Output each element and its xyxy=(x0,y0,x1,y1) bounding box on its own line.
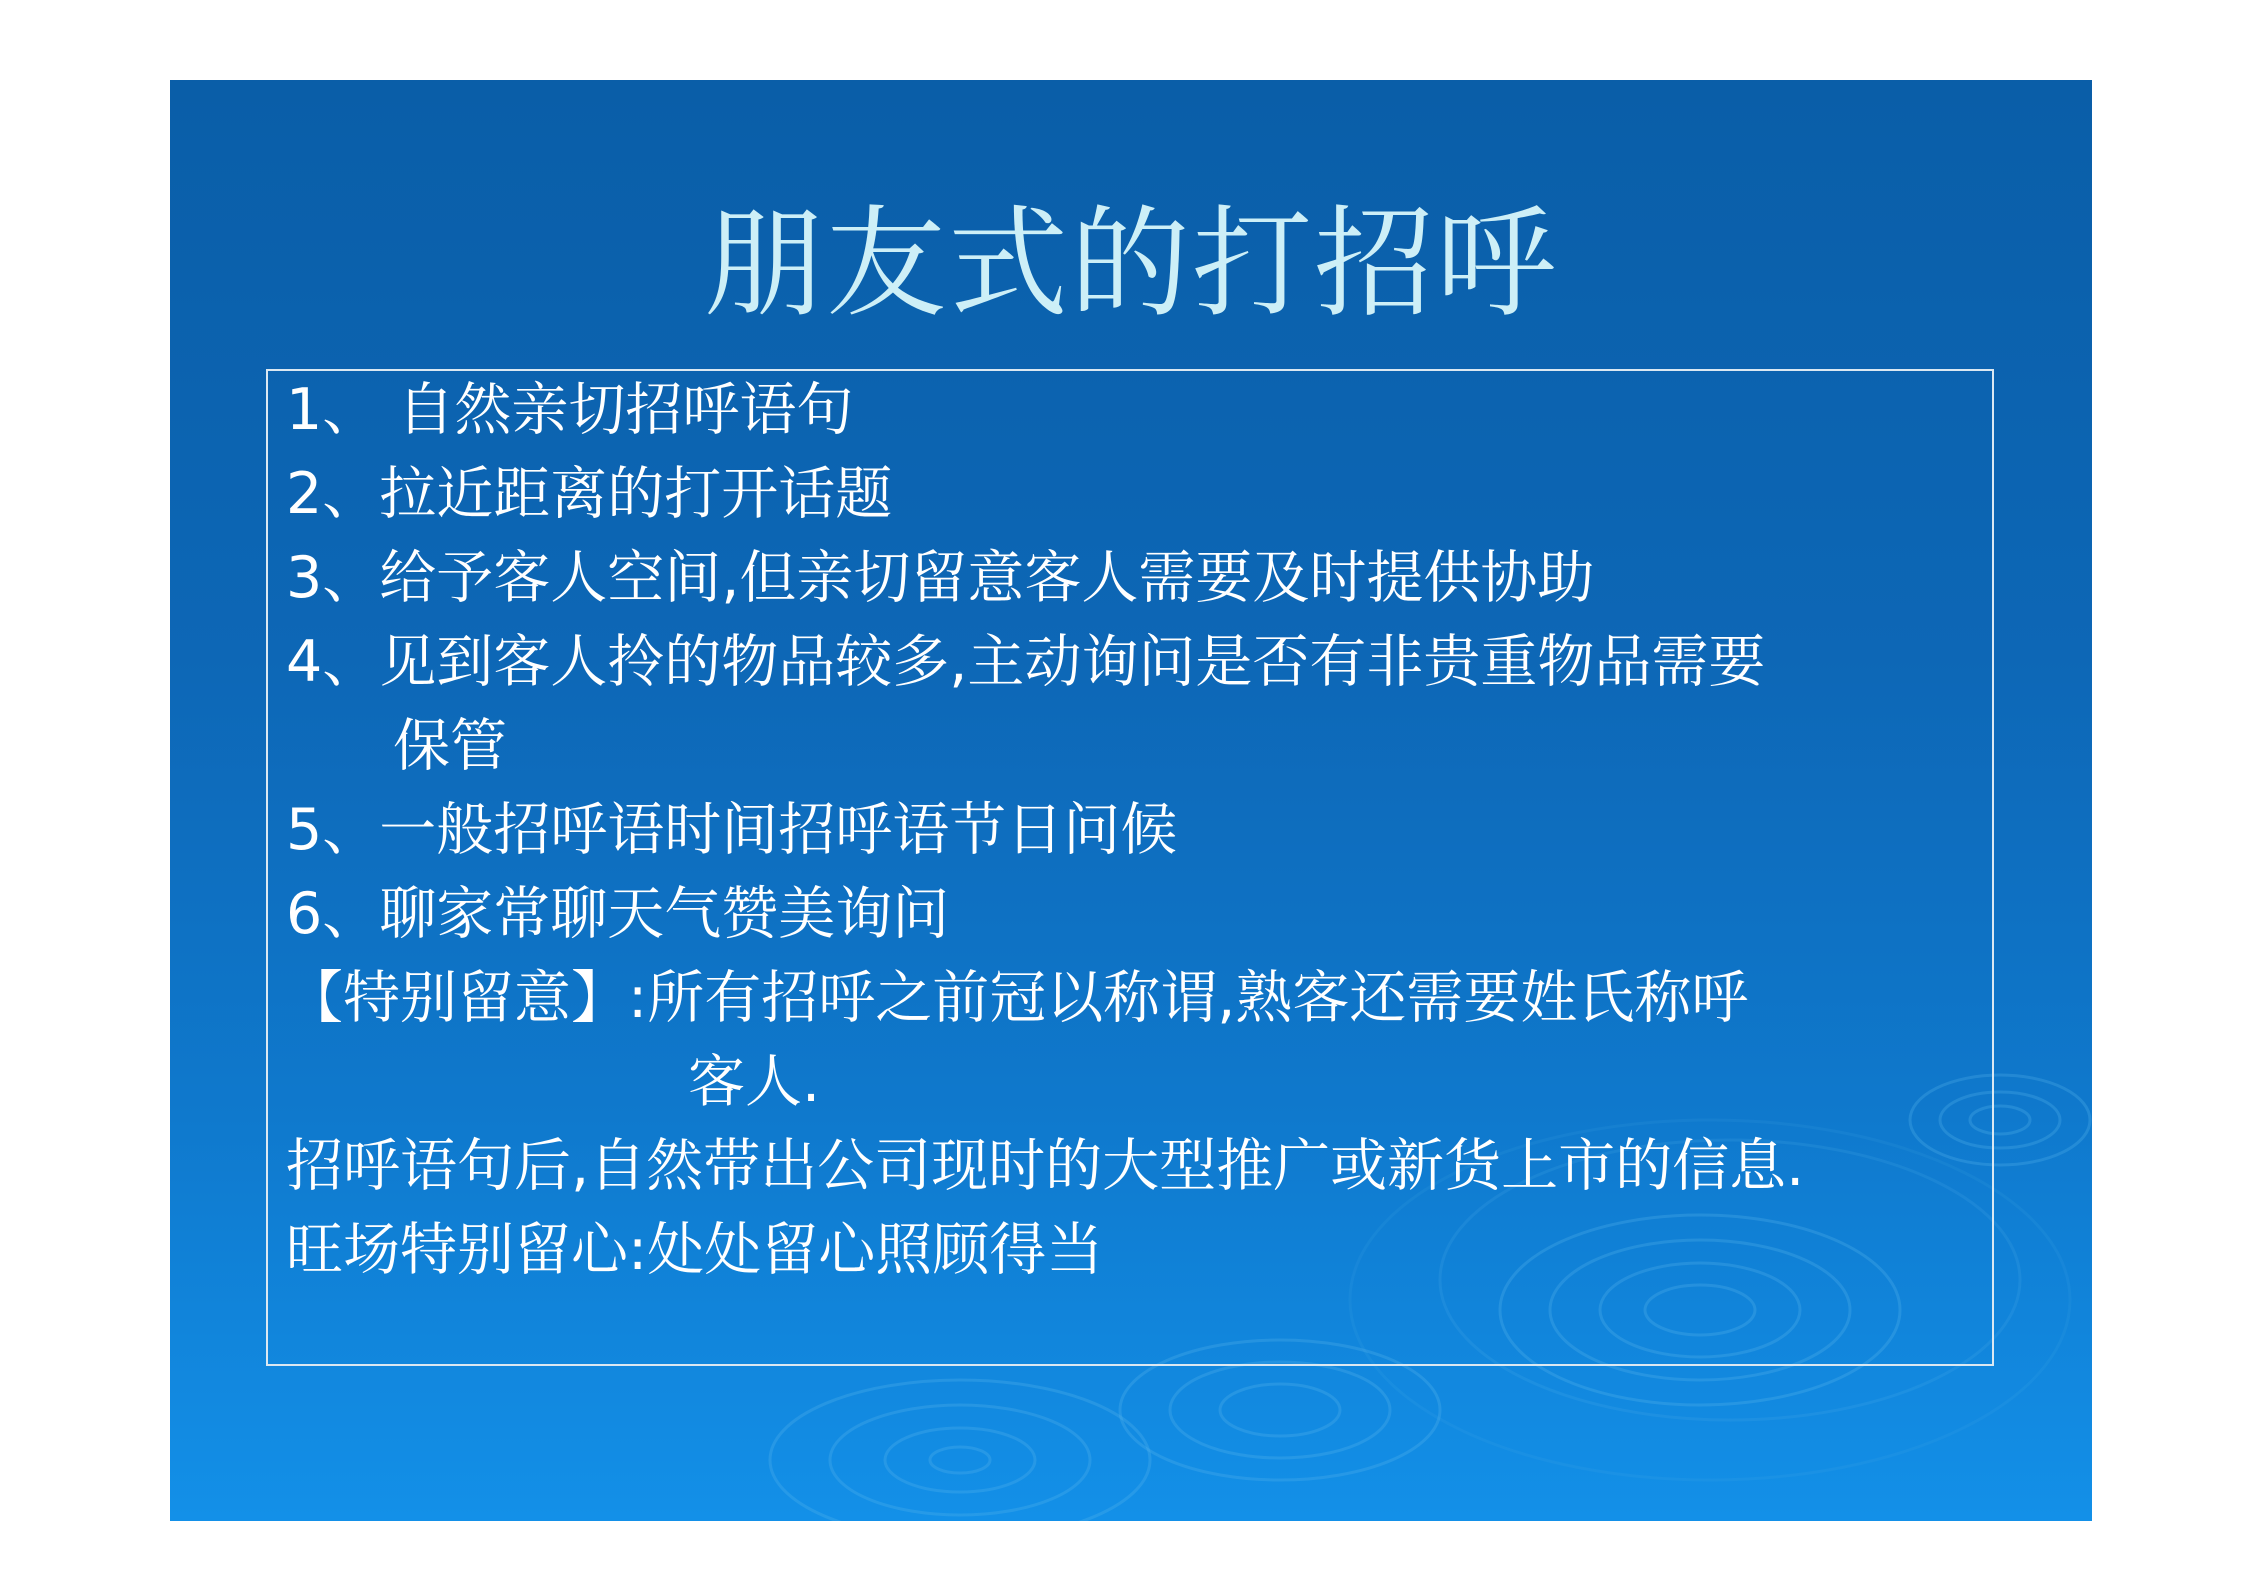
list-item-2: 2、拉近距离的打开话题 xyxy=(286,461,893,527)
content-box xyxy=(266,369,1994,1366)
list-item-5: 5、一般招呼语时间招呼语节日问候 xyxy=(286,797,1178,863)
after-greeting-note: 招呼语句后,自然带出公司现时的大型推广或新货上市的信息. xyxy=(286,1133,1805,1199)
slide-title: 朋友式的打招呼 xyxy=(704,195,1558,334)
list-item-4-continuation: 保管 xyxy=(393,713,507,779)
list-item-4: 4、见到客人拎的物品较多,主动询问是否有非贵重物品需要 xyxy=(286,629,1766,695)
list-item-6: 6、聊家常聊天气赞美询问 xyxy=(286,881,950,947)
special-note-continuation: 客人. xyxy=(688,1049,821,1115)
busy-period-note: 旺场特别留心:处处留心照顾得当 xyxy=(286,1217,1104,1283)
list-item-3: 3、给予客人空间,但亲切留意客人需要及时提供协助 xyxy=(286,545,1595,611)
slide xyxy=(170,80,2092,1521)
special-note: 【特别留意】:所有招呼之前冠以称谓,熟客还需要姓氏称呼 xyxy=(286,965,1749,1031)
list-item-1: 1、 自然亲切招呼语句 xyxy=(286,377,854,443)
